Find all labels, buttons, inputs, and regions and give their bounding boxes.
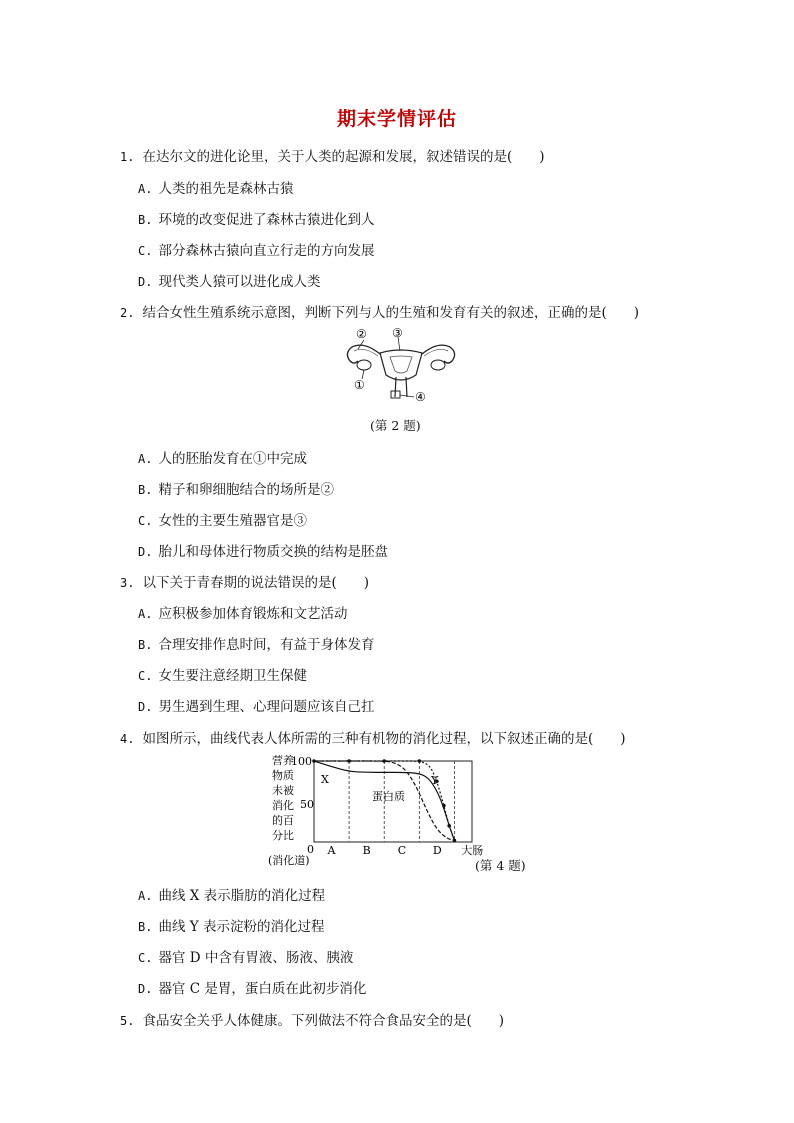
series-label-x: X bbox=[321, 773, 329, 786]
option-text: 女生要注意经期卫生保健 bbox=[158, 668, 307, 684]
series-label-y: Y bbox=[431, 774, 439, 787]
option-letter: D. bbox=[138, 275, 153, 289]
option-4a[interactable] bbox=[138, 884, 325, 904]
label-1: ① bbox=[354, 378, 365, 392]
x-tick-label: A bbox=[327, 844, 336, 857]
option-1a[interactable] bbox=[138, 177, 293, 197]
option-letter: C. bbox=[138, 669, 153, 683]
option-3b[interactable] bbox=[138, 633, 374, 653]
option-letter: A. bbox=[138, 452, 153, 466]
label-2: ② bbox=[356, 327, 367, 341]
y-label-line: 未被 bbox=[272, 784, 294, 797]
uterus-shape bbox=[380, 350, 422, 380]
option-text: 人的胚胎发育在①中完成 bbox=[158, 451, 307, 467]
question-3 bbox=[120, 571, 369, 591]
option-text: 合理安排作息时间，有益于身体发育 bbox=[158, 637, 375, 653]
question-stem: 如图所示，曲线代表人体所需的三种有机物的消化过程，以下叙述正确的是( ) bbox=[142, 731, 626, 747]
question-number: 4. bbox=[120, 732, 135, 746]
x-tick-label: D bbox=[432, 844, 442, 857]
label-3: ③ bbox=[392, 326, 403, 340]
option-1b[interactable] bbox=[138, 208, 374, 228]
y-tick-50: 50 bbox=[300, 798, 314, 811]
right-ovary bbox=[431, 360, 445, 370]
curve-y-point bbox=[312, 759, 316, 763]
x-tick-label: B bbox=[362, 844, 371, 857]
option-letter: B. bbox=[138, 638, 153, 652]
option-letter: A. bbox=[138, 607, 153, 621]
page-title: 期末学情评估 bbox=[336, 108, 457, 130]
option-text: 精子和卵细胞结合的场所是② bbox=[158, 482, 334, 498]
left-ovary bbox=[357, 360, 371, 370]
option-4b[interactable] bbox=[138, 915, 324, 935]
y-label-line: 营养 bbox=[272, 754, 294, 767]
question-5 bbox=[120, 1009, 504, 1029]
option-letter: B. bbox=[138, 920, 153, 934]
option-2c[interactable] bbox=[138, 509, 307, 529]
option-1c[interactable] bbox=[138, 239, 374, 259]
option-letter: C. bbox=[138, 514, 153, 528]
option-letter: D. bbox=[138, 545, 153, 559]
curve-y-point bbox=[453, 839, 457, 843]
question-4 bbox=[120, 727, 626, 747]
uterus-inner bbox=[390, 356, 412, 373]
question-stem: 食品安全关乎人体健康。下列做法不符合食品安全的是( ) bbox=[142, 1013, 504, 1029]
option-3a[interactable] bbox=[138, 602, 347, 622]
curve-y-point bbox=[382, 759, 386, 763]
option-text: 男生遇到生理、心理问题应该自己扛 bbox=[158, 699, 375, 715]
origin-label: 0 bbox=[307, 843, 314, 856]
option-letter: A. bbox=[138, 889, 153, 903]
option-text: 应积极参加体育锻炼和文艺活动 bbox=[158, 606, 348, 622]
option-3c[interactable] bbox=[138, 664, 307, 684]
y-label-line: 的百 bbox=[272, 814, 294, 827]
question-stem: 结合女性生殖系统示意图，判断下列与人的生殖和发育有关的叙述，正确的是( ) bbox=[142, 305, 639, 321]
option-letter: B. bbox=[138, 483, 153, 497]
question-1 bbox=[120, 145, 545, 165]
annotation-protein: 蛋白质 bbox=[372, 790, 405, 803]
option-text: 人类的祖先是森林古猿 bbox=[158, 181, 294, 197]
curve-y-point bbox=[418, 759, 422, 763]
option-text: 器官 D 中含有胃液、肠液、胰液 bbox=[158, 950, 354, 966]
option-text: 部分森林古猿向直立行走的方向发展 bbox=[158, 243, 375, 259]
question-2 bbox=[120, 301, 639, 321]
option-text: 曲线 X 表示脂肪的消化过程 bbox=[158, 888, 326, 904]
option-letter: B. bbox=[138, 213, 153, 227]
female-reproductive-diagram bbox=[340, 325, 462, 405]
question-stem: 在达尔文的进化论里，关于人类的起源和发展，叙述错误的是( ) bbox=[142, 149, 545, 165]
option-letter: D. bbox=[138, 982, 153, 996]
x-tick-label: 大肠 bbox=[461, 844, 484, 857]
curve-y-point bbox=[442, 804, 446, 808]
option-letter: A. bbox=[138, 182, 153, 196]
y-label-line: 分比 bbox=[272, 829, 294, 842]
curve-y-point bbox=[447, 824, 451, 828]
label-4: ④ bbox=[415, 390, 426, 404]
y-tick-100: 100 bbox=[291, 755, 312, 768]
option-letter: C. bbox=[138, 244, 153, 258]
option-3d[interactable] bbox=[138, 695, 374, 715]
question-stem: 以下关于青春期的说法错误的是( ) bbox=[142, 575, 369, 591]
x-axis-label: (消化道) bbox=[268, 854, 310, 867]
curve-y-point bbox=[347, 759, 351, 763]
figure-4-caption: (第 4 题) bbox=[475, 858, 526, 873]
x-tick-label: C bbox=[397, 844, 407, 857]
option-text: 曲线 Y 表示淀粉的消化过程 bbox=[158, 919, 325, 935]
y-label-line: 物质 bbox=[272, 769, 294, 782]
option-4c[interactable] bbox=[138, 946, 353, 966]
option-text: 女性的主要生殖器官是③ bbox=[158, 513, 307, 529]
figure-2-caption: (第 2 题) bbox=[370, 418, 421, 433]
option-2a[interactable] bbox=[138, 447, 307, 467]
option-letter: D. bbox=[138, 700, 153, 714]
question-number: 1. bbox=[120, 150, 135, 164]
option-4d[interactable] bbox=[138, 977, 366, 997]
option-text: 胎儿和母体进行物质交换的结构是胚盘 bbox=[158, 544, 388, 560]
y-label-line: 消化 bbox=[272, 799, 294, 812]
option-text: 现代类人猿可以进化成人类 bbox=[158, 274, 321, 290]
question-number: 2. bbox=[120, 306, 135, 320]
question-number: 3. bbox=[120, 576, 135, 590]
question-number: 5. bbox=[120, 1014, 135, 1028]
option-2b[interactable] bbox=[138, 478, 334, 498]
option-letter: C. bbox=[138, 951, 153, 965]
option-1d[interactable] bbox=[138, 270, 320, 290]
option-text: 环境的改变促进了森林古猿进化到人 bbox=[158, 212, 375, 228]
option-2d[interactable] bbox=[138, 540, 388, 560]
option-text: 器官 C 是胃，蛋白质在此初步消化 bbox=[158, 981, 367, 997]
x-category-labels bbox=[327, 843, 484, 857]
